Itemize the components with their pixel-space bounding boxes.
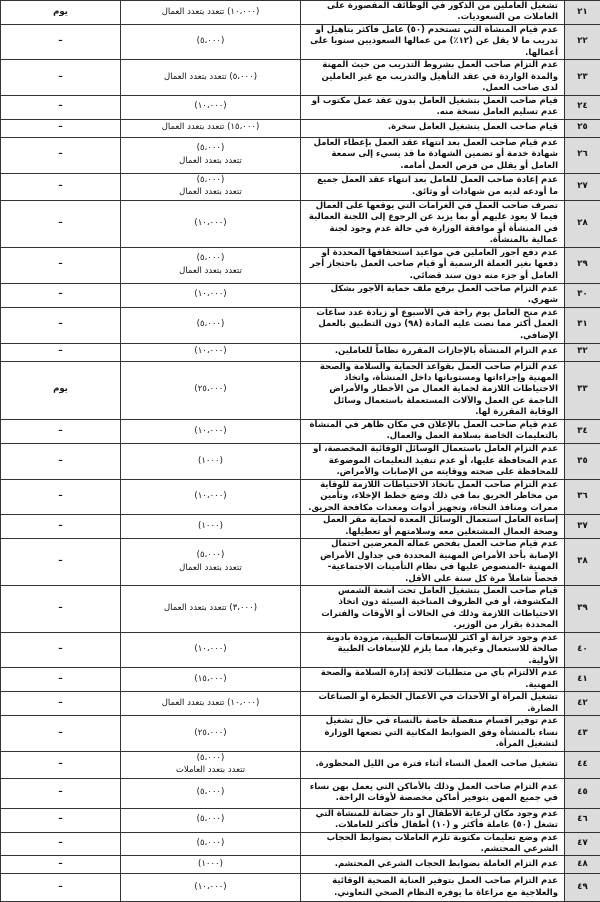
row-number: ٣١: [565, 307, 600, 343]
violation-description: تشغيل العاملين من الذكور في الوظائف المقصورة على العاملات من السعوديات.: [301, 1, 565, 25]
violation-description: عدم دفع أجور العاملين في مواعيد استحقاقها المحددة أو دفعها بغير العملة الرسمية أو قيام صاحب العمل باحتجاز أجر العامل أو جزء منه دون سند قضائي.: [301, 247, 565, 283]
fine-amount-cell: [121, 247, 301, 283]
fine-amount: (١٠٠٠): [127, 456, 294, 467]
violation-description: عدم وضع تعليمات مكتوبة تلزم العاملات بضوابط الحجاب الشرعي المحتشم.: [301, 832, 565, 856]
violation-description: عدم إعادة صاحب العمل للعامل بعد انتهاء عقد العمل جميع ما أودعه لديه من شهادات أو وثائق.: [301, 173, 565, 200]
row-number: ٢٨: [565, 200, 600, 247]
fine-amount: (٣،٠٠٠) تتعدد بتعدد العمال: [127, 603, 294, 614]
repeat-period: –: [1, 419, 121, 443]
table-row: [1, 173, 600, 200]
table-row: [1, 343, 600, 361]
violations-table-body: [1, 1, 600, 902]
row-number: ٢٧: [565, 173, 600, 200]
fine-amount: (١٠،٠٠٠): [127, 426, 294, 437]
table-row: [1, 95, 600, 119]
fine-amount: (١٠،٠٠٠): [127, 289, 294, 300]
violation-description: عدم وجود خزانة أو أكثر للإسعافات الطبية، مزودة بأدوية صالحة للاستعمال وغيرها، مما يلزم للإسعافات الطبية الأولية.: [301, 632, 565, 667]
violation-description: عدم التزام صاحب العمل وذلك بالأماكن التي يعمل بهن نساء في جميع المهن بتوفير أماكن مخصصة لأوقات الراحة.: [301, 778, 565, 808]
row-number: ٤١: [565, 668, 600, 692]
violation-description: عدم قيام صاحب العمل بالإعلان في مكان ظاهر في المنشأة بالتعليمات الخاصة بسلامة العمل والعمال.: [301, 419, 565, 443]
repeat-period: –: [1, 515, 121, 539]
table-row: [1, 716, 600, 751]
fine-amount: (١٥،٠٠٠) تتعدد بتعدد العمال: [127, 122, 294, 133]
repeat-period: –: [1, 586, 121, 633]
fine-amount: (١٠،٠٠٠): [127, 101, 294, 112]
row-number: ٤٠: [565, 632, 600, 667]
fine-amount: (١٠،٠٠٠): [127, 218, 294, 229]
fine-amount-cell: [121, 307, 301, 343]
fine-amount-cell: [121, 539, 301, 586]
row-number: ٤٢: [565, 692, 600, 716]
fine-amount: (٥،٠٠٠): [127, 550, 294, 561]
repeat-period: –: [1, 173, 121, 200]
row-number: ٣٠: [565, 283, 600, 307]
violation-description: قيام صاحب العمل بتشغيل العامل تحت أشعة الشمس المكشوفة، أو في الظروف المناخية السيئة دون اتخاذ الاحتياطات اللازمة وذلك في الحالات أو الأوقات والفترات المحددة بقرار من الوزير.: [301, 586, 565, 633]
repeat-period: –: [1, 119, 121, 137]
table-row: [1, 751, 600, 778]
fine-amount-cell: [121, 343, 301, 361]
fine-amount-cell: [121, 479, 301, 514]
row-number: ٣٢: [565, 343, 600, 361]
row-number: ٤٣: [565, 716, 600, 751]
row-number: ٤٥: [565, 778, 600, 808]
fine-amount-cell: [121, 778, 301, 808]
violation-description: عدم التزام العاملة بضوابط الحجاب الشرعي المحتشم.: [301, 856, 565, 874]
repeat-period: –: [1, 808, 121, 832]
row-number: ٣٧: [565, 515, 600, 539]
table-row: [1, 778, 600, 808]
repeat-period: –: [1, 716, 121, 751]
fine-amount-cell: [121, 419, 301, 443]
violation-description: عدم التزام صاحب العمل بتوفير العناية الصحية الوقائية والعلاجية مع مراعاة ما يوفره النظام الصحي التعاوني.: [301, 874, 565, 902]
fine-amount-cell: [121, 173, 301, 200]
table-row: [1, 119, 600, 137]
fine-multiplier-note: تتعدد بتعدد العمال: [127, 187, 294, 198]
fine-amount: (١٠٠٠): [127, 521, 294, 532]
violation-description: عدم قيام صاحب العمل بعد انتهاء عقد العمل بإعطاء العامل شهادة خدمة أو تضمين الشهادة ما قد يسيء إلى سمعة العامل أو يقلل من فرص العمل أمامه.: [301, 137, 565, 173]
fine-amount: (١٠،٠٠٠): [127, 644, 294, 655]
fine-amount: (٥،٠٠٠): [127, 838, 294, 849]
fine-amount: (٥،٠٠٠) تتعدد بتعدد العمال: [127, 72, 294, 83]
table-row: [1, 832, 600, 856]
fine-amount-cell: [121, 24, 301, 59]
violation-description: عدم وجود مكان لرعاية الأطفال أو دار حضانة للمنشأة التي تشغل (٥٠) عاملة فأكثر و (١٠) أطفال فأكثر للعاملات.: [301, 808, 565, 832]
fine-amount: (٥،٠٠٠): [127, 814, 294, 825]
repeat-period: يوم: [1, 361, 121, 419]
fine-multiplier-note: تتعدد بتعدد العمال: [127, 156, 294, 167]
table-row: [1, 247, 600, 283]
table-row: [1, 692, 600, 716]
repeat-period: –: [1, 692, 121, 716]
table-row: [1, 419, 600, 443]
row-number: ٢٩: [565, 247, 600, 283]
table-row: [1, 586, 600, 633]
fine-multiplier-note: تتعدد بتعدد العمال: [127, 266, 294, 277]
fine-amount-cell: [121, 632, 301, 667]
table-row: [1, 361, 600, 419]
repeat-period: –: [1, 247, 121, 283]
table-row: [1, 539, 600, 586]
repeat-period: –: [1, 137, 121, 173]
repeat-period: –: [1, 778, 121, 808]
violation-description: تصرف صاحب العمل في الغرامات التي يوقعها على العمال فيما لا يعود عليهم أو بما يزيد عن الرجوع إلى اللجنة العمالية في المنشأة أو موافقة الوزارة في حالة عدم وجود لجنة عمالية بالمنشأة.: [301, 200, 565, 247]
fine-amount-cell: [121, 443, 301, 479]
fine-amount-cell: [121, 668, 301, 692]
fine-multiplier-note: تتعدد بتعدد العمال: [127, 563, 294, 574]
fine-amount-cell: [121, 874, 301, 902]
fine-amount-cell: [121, 716, 301, 751]
fine-amount: (٢٥،٠٠٠): [127, 384, 294, 395]
repeat-period: –: [1, 751, 121, 778]
row-number: ٣٨: [565, 539, 600, 586]
fine-amount: (٥،٠٠٠): [127, 319, 294, 330]
fine-amount: (١٠،٠٠٠): [127, 346, 294, 357]
fine-amount: (٥،٠٠٠): [127, 175, 294, 186]
row-number: ٢٥: [565, 119, 600, 137]
row-number: ٣٥: [565, 443, 600, 479]
violation-description: عدم التزام المنشأة بالإجازات المقررة نظاماً للعاملين.: [301, 343, 565, 361]
violation-description: إساءة العامل استعمال الوسائل المعدة لحماية مقر العمل وصحة العمال المشتغلين معه وسلامتهم أو تعطيلها.: [301, 515, 565, 539]
fine-amount: (١٠،٠٠٠): [127, 882, 294, 893]
violation-description: تشغيل المرأة أو الأحداث في الأعمال الخطرة أو الصناعات الضارة.: [301, 692, 565, 716]
row-number: ٢٣: [565, 60, 600, 95]
row-number: ٤٩: [565, 874, 600, 902]
repeat-period: –: [1, 24, 121, 59]
fine-amount-cell: [121, 1, 301, 25]
row-number: ٢٢: [565, 24, 600, 59]
repeat-period: –: [1, 539, 121, 586]
repeat-period: –: [1, 874, 121, 902]
table-row: [1, 137, 600, 173]
violation-description: عدم قيام المنشأة التي تستخدم (٥٠) عامل فأكثر بتأهيل أو تدريب ما لا يقل عن (١٢٪) من عمالها السعوديين سنويا على أعمالها.: [301, 24, 565, 59]
table-row: [1, 200, 600, 247]
violation-description: قيام صاحب العمل بتشغيل العامل سخرة.: [301, 119, 565, 137]
fine-amount-cell: [121, 808, 301, 832]
repeat-period: –: [1, 832, 121, 856]
table-row: [1, 874, 600, 902]
violation-description: عدم التزام العامل باستعمال الوسائل الوقائية المخصصة، أو عدم المحافظة عليها، أو عدم تنفيذ التعليمات الموضوعة للمحافظة على صحته ووقايته من الإصابات والأمراض.: [301, 443, 565, 479]
repeat-period: –: [1, 479, 121, 514]
repeat-period: –: [1, 95, 121, 119]
table-row: [1, 24, 600, 59]
fine-amount-cell: [121, 119, 301, 137]
row-number: ٤٨: [565, 856, 600, 874]
fine-multiplier-note: تتعدد بتعدد العاملات: [127, 765, 294, 776]
violation-description: عدم التزام صاحب العمل بقواعد الحماية والسلامة والصحة المهنية وإجراءاتها ومستوياتها داخل المنشأة، واتخاذ الاحتياطات اللازمة لحماية العمال من الأخطار والأمراض الناجمة عن العمل والآلات المستعملة باستعمال وسائل الوقاية المقررة لها.: [301, 361, 565, 419]
fine-amount: (٥،٠٠٠): [127, 787, 294, 798]
table-row: [1, 443, 600, 479]
table-row: [1, 307, 600, 343]
fine-amount-cell: [121, 283, 301, 307]
fine-amount: (٥،٠٠٠): [127, 143, 294, 154]
repeat-period: –: [1, 200, 121, 247]
fine-amount-cell: [121, 200, 301, 247]
fine-amount-cell: [121, 856, 301, 874]
fine-amount-cell: [121, 515, 301, 539]
fine-amount-cell: [121, 137, 301, 173]
fine-amount-cell: [121, 60, 301, 95]
repeat-period: –: [1, 856, 121, 874]
violation-description: عدم قيام صاحب العمل بفحص عماله المعرضين احتمال الإصابة بأحد الأمراض المهنية المحددة في جداول الأمراض المهنية -المنصوص عليها في نظام التأمينات الاجتماعية- فحصاً شاملاً مرة كل سنة على الأقل.: [301, 539, 565, 586]
row-number: ٢١: [565, 1, 600, 25]
fine-amount: (٥،٠٠٠): [127, 253, 294, 264]
table-row: [1, 632, 600, 667]
row-number: ٤٦: [565, 808, 600, 832]
repeat-period: –: [1, 668, 121, 692]
repeat-period: –: [1, 443, 121, 479]
fine-amount: (٥،٠٠٠): [127, 36, 294, 47]
table-row: [1, 60, 600, 95]
row-number: ٢٤: [565, 95, 600, 119]
fine-amount-cell: [121, 751, 301, 778]
row-number: ٣٤: [565, 419, 600, 443]
table-row: [1, 515, 600, 539]
repeat-period: –: [1, 307, 121, 343]
violation-description: عدم الالتزام بأي من متطلبات لائحة إدارة السلامة والصحة المهنية.: [301, 668, 565, 692]
row-number: ٢٦: [565, 137, 600, 173]
fine-amount: (٥،٠٠٠): [127, 753, 294, 764]
fine-amount: (١٠،٠٠٠) تتعدد بتعدد العمال: [127, 7, 294, 18]
row-number: ٣٦: [565, 479, 600, 514]
fine-amount: (١٥،٠٠٠): [127, 674, 294, 685]
violation-description: قيام صاحب العمل بتشغيل العامل بدون عقد عمل مكتوب أو عدم تسليم العامل نسخة منه.: [301, 95, 565, 119]
fine-amount-cell: [121, 692, 301, 716]
repeat-period: –: [1, 283, 121, 307]
fine-amount: (١٠،٠٠٠): [127, 491, 294, 502]
repeat-period: –: [1, 343, 121, 361]
fine-amount: (١٠،٠٠٠) تتعدد بتعدد العمال: [127, 698, 294, 709]
repeat-period: –: [1, 632, 121, 667]
row-number: ٣٣: [565, 361, 600, 419]
row-number: ٤٤: [565, 751, 600, 778]
violation-description: عدم التزام صاحب العمل باتخاذ الاحتياطات اللازمة للوقاية من مخاطر الحريق بما في ذلك وضع خطط الإخلاء، وتأمين ممرات ومنافذ النجاة، وتجهيز أدوات ومعدات مكافحة الحريق.: [301, 479, 565, 514]
fine-amount-cell: [121, 95, 301, 119]
table-row: [1, 479, 600, 514]
repeat-period: –: [1, 60, 121, 95]
fine-amount: (١٠٠٠): [127, 859, 294, 870]
violation-description: تشغيل صاحب العمل النساء أثناء فترة من الليل المحظورة.: [301, 751, 565, 778]
table-row: [1, 668, 600, 692]
row-number: ٣٩: [565, 586, 600, 633]
repeat-period: يوم: [1, 1, 121, 25]
fine-amount-cell: [121, 361, 301, 419]
fine-amount-cell: [121, 832, 301, 856]
row-number: ٤٧: [565, 832, 600, 856]
violation-description: عدم التزام صاحب العمل برفع ملف حماية الأجور بشكل شهري.: [301, 283, 565, 307]
table-row: [1, 283, 600, 307]
table-row: [1, 1, 600, 25]
table-row: [1, 856, 600, 874]
violation-description: عدم منح العامل يوم راحة في الأسبوع أو زيادة عدد ساعات العمل أكثر مما نصت عليه المادة (٩٨) دون التطبيق بالعمل الإضافي.: [301, 307, 565, 343]
violation-description: عدم التزام صاحب العمل بشروط التدريب من حيث المهنة والمدة الواردة في عقد التأهيل والتدريب مع غير العاملين لدى صاحب العمل.: [301, 60, 565, 95]
violation-description: عدم توفير أقسام منفصلة خاصة بالنساء في حال تشغيل نساء بالمنشأة وفق الضوابط المكانية التي تضعها الوزارة لتشغيل المرأة.: [301, 716, 565, 751]
table-row: [1, 808, 600, 832]
fine-amount-cell: [121, 586, 301, 633]
fine-amount: (٢٥،٠٠٠): [127, 728, 294, 739]
